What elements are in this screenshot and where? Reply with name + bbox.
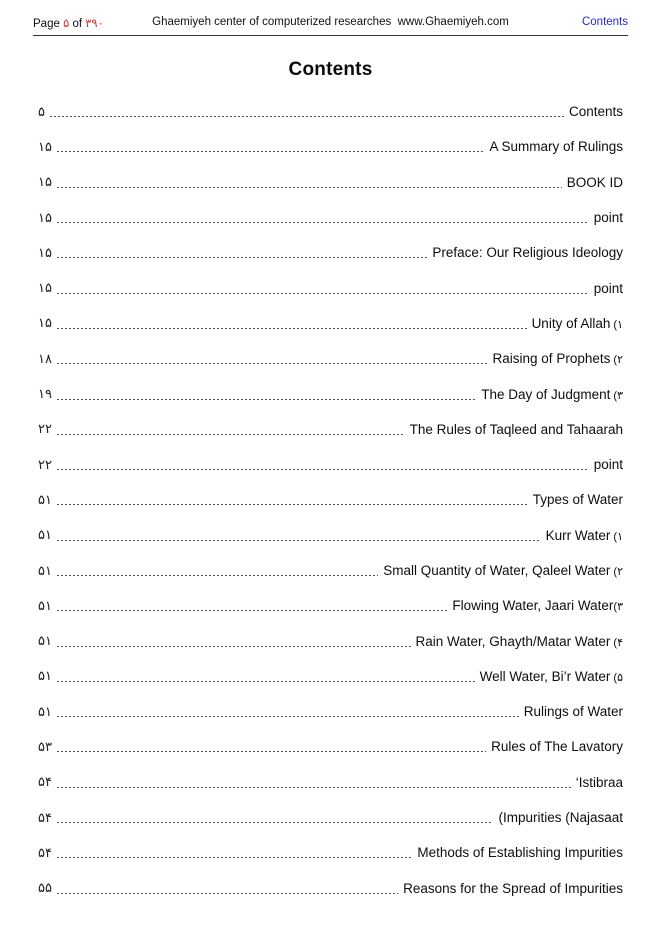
- toc-entry[interactable]: [38, 165, 623, 200]
- toc-entry-title-text: Unity of Allah: [531, 315, 611, 331]
- toc-entry-title: [498, 810, 623, 825]
- toc-entry-title: [594, 210, 623, 225]
- toc-entry-page-number: ۱۵: [38, 138, 52, 154]
- toc-entry-page-number: ۵۱: [38, 491, 52, 507]
- toc-entry-page-number: ۵۴: [38, 844, 52, 860]
- toc-entry[interactable]: [38, 659, 623, 694]
- header-center-text: Ghaemiyeh center of computerized researches www.Ghaemiyeh.com: [152, 16, 509, 28]
- toc-entry[interactable]: [38, 588, 623, 623]
- toc-entry-page-number: ۵۱: [38, 633, 52, 649]
- toc-entry[interactable]: [38, 694, 623, 729]
- toc-entry-title: [567, 175, 623, 190]
- toc-dotted-leader: [57, 540, 541, 541]
- toc-entry-title: [403, 881, 623, 896]
- page-indicator-of: of: [69, 18, 86, 30]
- toc-entry[interactable]: [38, 412, 623, 447]
- toc-entry-page-number: ۱۵: [38, 244, 52, 260]
- toc-dotted-leader: [57, 610, 447, 611]
- toc-entry[interactable]: [38, 94, 623, 129]
- toc-entry[interactable]: [38, 270, 623, 305]
- toc-entry[interactable]: [38, 623, 623, 658]
- toc-entry-title-text: Kurr Water: [545, 527, 611, 543]
- toc-entry[interactable]: [38, 765, 623, 800]
- toc-dotted-leader: [57, 646, 411, 647]
- page-current-number: ۵: [63, 18, 70, 30]
- toc-dotted-leader: [57, 151, 484, 152]
- toc-entry-title-text: The Rules of Taqleed and Tahaarah: [409, 421, 623, 437]
- toc-entry-page-number: ۵۱: [38, 597, 52, 613]
- toc-entry-page-number: ۵: [38, 103, 45, 119]
- toc-entry-page-number: ۵۱: [38, 527, 52, 543]
- toc-dotted-leader: [57, 751, 486, 752]
- toc-entry-title: [410, 422, 623, 437]
- toc-entry-title-text: Methods of Establishing Impurities: [417, 845, 623, 861]
- toc-entry-title: [546, 528, 623, 543]
- toc-entry-title: [493, 351, 623, 366]
- toc-entry-title: [383, 563, 623, 578]
- toc-entry-page-number: ۱۵: [38, 174, 52, 190]
- toc-entry-page-number: ۵۴: [38, 774, 52, 790]
- toc-entry-title-text: Rulings of Water: [523, 704, 623, 720]
- toc-entry-page-number: ۱۵: [38, 280, 52, 296]
- toc-dotted-leader: [57, 822, 493, 823]
- toc-entry-title: [417, 845, 623, 860]
- toc-entry-section-number: (۱: [610, 318, 623, 331]
- toc-entry[interactable]: [38, 729, 623, 764]
- toc-entry-page-number: ۲۲: [38, 456, 52, 472]
- toc-entry[interactable]: [38, 200, 623, 235]
- toc-entry[interactable]: [38, 835, 623, 870]
- toc-entry-title-text: Small Quantity of Water, Qaleel Water: [383, 563, 611, 578]
- toc-entry-page-number: ۵۴: [38, 809, 52, 825]
- toc-entry-title-text: Types of Water: [532, 492, 623, 508]
- toc-dotted-leader: [57, 328, 527, 329]
- toc-dotted-leader: [57, 187, 562, 188]
- toc-entry-title: [569, 104, 623, 119]
- toc-dotted-leader: [57, 469, 589, 470]
- header-rule: [33, 35, 628, 36]
- toc-entry-title: [533, 492, 623, 507]
- toc-entry-title-text: A Summary of Rulings: [489, 139, 623, 155]
- toc-entry-page-number: ۱۵: [38, 209, 52, 225]
- toc-entry-section-number: (۱: [610, 530, 623, 543]
- toc-dotted-leader: [57, 257, 427, 258]
- toc-dotted-leader: [57, 504, 528, 505]
- toc-entry-page-number: ۵۵: [38, 880, 52, 896]
- toc-dotted-leader: [57, 893, 398, 894]
- toc-dotted-leader: [57, 787, 571, 788]
- toc-entry[interactable]: [38, 306, 623, 341]
- toc-dotted-leader: [57, 363, 488, 364]
- toc-entry[interactable]: [38, 553, 623, 588]
- toc-dotted-leader: [57, 399, 476, 400]
- toc-entry-page-number: ۱۵: [38, 315, 52, 331]
- toc-entry-title-text: Raising of Prophets: [492, 351, 611, 367]
- toc-entry[interactable]: [38, 235, 623, 270]
- toc-entry-title: [524, 704, 623, 719]
- toc-entry-title: [480, 669, 623, 684]
- toc-entry-title: [576, 775, 623, 790]
- toc-entry-title-text: (Impurities (Najasaat: [498, 810, 623, 826]
- toc-entry-title: [416, 634, 623, 649]
- toc-entry-page-number: ۱۸: [38, 350, 52, 366]
- toc-entry-section-number: (۳: [613, 601, 623, 614]
- toc-entry-title-text: Preface: Our Religious Ideology: [432, 245, 623, 261]
- contents-link[interactable]: Contents: [581, 16, 628, 28]
- toc-entry-title: [481, 387, 623, 402]
- toc-entry-title-text: point: [593, 280, 623, 296]
- toc-entry-section-number: (۵: [610, 671, 623, 684]
- toc-dotted-leader: [57, 857, 412, 858]
- toc-entry-page-number: ۵۱: [38, 668, 52, 684]
- toc-entry-title-text: Flowing Water, Jaari Water: [452, 598, 614, 614]
- toc-dotted-leader: [57, 681, 475, 682]
- toc-entry-section-number: (۲: [610, 566, 623, 578]
- toc-entry[interactable]: [38, 129, 623, 164]
- toc-entry-section-number: (۴: [610, 636, 623, 649]
- toc-entry-section-number: (۲: [610, 354, 623, 367]
- toc-entry-title: [432, 245, 623, 260]
- toc-entry-page-number: ۵۱: [38, 562, 52, 578]
- toc-entry[interactable]: [38, 341, 623, 376]
- toc-entry-page-number: ۱۹: [38, 386, 52, 402]
- toc-entry-title-text: BOOK ID: [566, 174, 623, 190]
- toc-dotted-leader: [57, 716, 519, 717]
- toc-entry-title-text: Rules of The Lavatory: [491, 739, 623, 755]
- toc-entry-title-text: Contents: [568, 104, 623, 120]
- toc-entry[interactable]: [38, 800, 623, 835]
- toc-entry-title-text: Reasons for the Spread of Impurities: [403, 880, 623, 896]
- toc-entry-title-text: Rain Water, Ghayth/Matar Water: [415, 633, 611, 649]
- toc-entry-title-text: Well Water, Bi’r Water: [479, 668, 611, 684]
- toc-entry-title-text: ‘Istibraa: [575, 774, 623, 790]
- toc-dotted-leader: [57, 222, 589, 223]
- toc-entry-title-text: point: [593, 210, 623, 226]
- toc-entry-page-number: ۲۲: [38, 421, 52, 437]
- toc-entry-page-number: ۵۳: [38, 738, 52, 754]
- toc-dotted-leader: [57, 293, 589, 294]
- toc-entry-title: [491, 739, 623, 754]
- toc-entry[interactable]: [38, 447, 623, 482]
- toc-entry-title: [594, 457, 623, 472]
- toc-entry[interactable]: [38, 871, 623, 906]
- page-title: Contents: [288, 59, 373, 80]
- toc-entry-title-text: The Day of Judgment: [481, 386, 611, 402]
- toc-list: [38, 94, 623, 906]
- toc-entry-title-text: point: [593, 457, 623, 473]
- toc-entry-title: [594, 281, 623, 296]
- toc-entry-title: [452, 598, 623, 613]
- toc-entry-title: [532, 316, 623, 331]
- toc-entry-section-number: (۳: [610, 389, 623, 402]
- toc-entry[interactable]: [38, 518, 623, 553]
- toc-entry[interactable]: [38, 482, 623, 517]
- toc-dotted-leader: [57, 575, 378, 576]
- page-total-number: ۳۹۰: [85, 18, 104, 30]
- page-indicator-label: Page: [33, 18, 64, 30]
- toc-entry-page-number: ۵۱: [38, 703, 52, 719]
- page-header: [33, 13, 628, 35]
- toc-entry-title: [489, 139, 623, 154]
- toc-entry[interactable]: [38, 376, 623, 411]
- toc-dotted-leader: [50, 116, 564, 117]
- toc-dotted-leader: [57, 434, 405, 435]
